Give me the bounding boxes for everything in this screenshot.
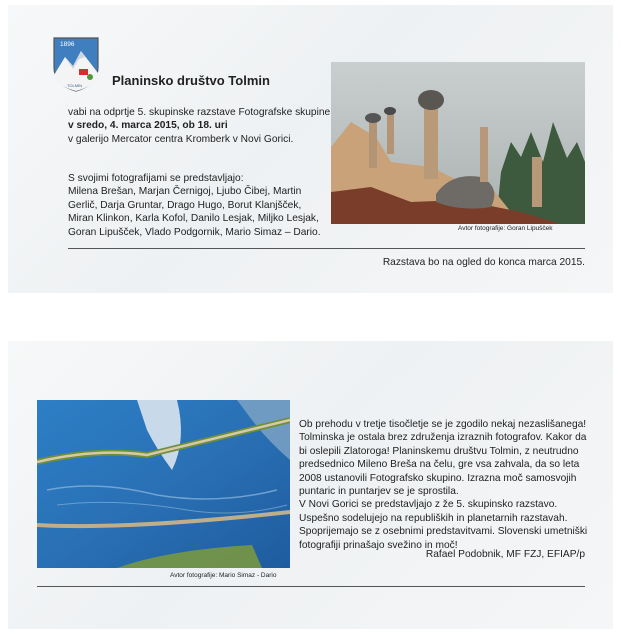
invitation-date: v sredo, 4. marca 2015, ob 18. uri bbox=[68, 120, 228, 132]
authors-block bbox=[68, 172, 328, 239]
invitation-line: vabi na odprtje 5. skupinske razstave Fotografske skupine bbox=[68, 107, 331, 118]
authors-list: Milena Brešan, Marjan Černigoj, Ljubo Čibej, Martin Gerlič, Darja Gruntar, Drago Hugo, Borut Klanjšček, Miran Klinkon, Karla Kofol, Danilo Lesjak, Miljko Lesjak, Goran Lipušček, Vlado Podgornik, Mario Simaz – Dario. bbox=[68, 186, 321, 238]
exhibition-duration-note: Razstava bo na ogled do konca marca 2015. bbox=[382, 257, 585, 268]
divider-line bbox=[37, 586, 585, 587]
logo-label: TOLMIN bbox=[67, 83, 83, 88]
photo-credit: Avtor fotografije: Goran Lipušček bbox=[458, 225, 553, 232]
photo-credit: Avtor fotografije: Mario Simaz - Dario bbox=[170, 572, 277, 579]
invitation-front bbox=[8, 5, 613, 293]
foreword-text bbox=[299, 418, 589, 552]
foreword-paragraph: V Novi Gorici se predstavljajo z že 5. skupinsko razstavo. Uspešno sodelujejo na republiških in planetarnih razstavah. Spoprijemajo se z osebnimi predstavitvami. Slovenski umetniški fotografiji prinašajo svežino in moč! bbox=[299, 499, 588, 551]
org-name: Planinsko društvo Tolmin bbox=[112, 73, 270, 88]
invitation-text bbox=[68, 106, 330, 146]
logo-year: 1896 bbox=[60, 41, 75, 48]
foreword-paragraph: Ob prehodu v tretje tisočletje se je zgodilo nekaj nezaslišanega! Tolminska je ostala brez združenja izraznih fotografov. Kakor da bi oslepili Zlatoroga! Planinskemu društvu Tolmin, z neutrudno predsednico Mileno Breša na čelu, gre vsa zahvala, da so leta 2008 ustanovili Fotografsko skupino. Izrazna moč samosvojih puntaric in puntarjev se je sprostila. bbox=[299, 419, 587, 498]
earth-pyramids-photo bbox=[331, 62, 585, 224]
invitation-venue: v galerijo Mercator centra Kromberk v Novi Gorici. bbox=[68, 133, 294, 145]
invitation-back bbox=[8, 341, 613, 629]
club-logo bbox=[51, 35, 101, 93]
divider-line bbox=[68, 248, 585, 249]
rope-in-water-photo bbox=[37, 400, 290, 568]
authors-intro: S svojimi fotografijami se predstavljajo: bbox=[68, 173, 244, 184]
author-signature: Rafael Podobnik, MF FZJ, EFIAP/p bbox=[425, 549, 585, 560]
